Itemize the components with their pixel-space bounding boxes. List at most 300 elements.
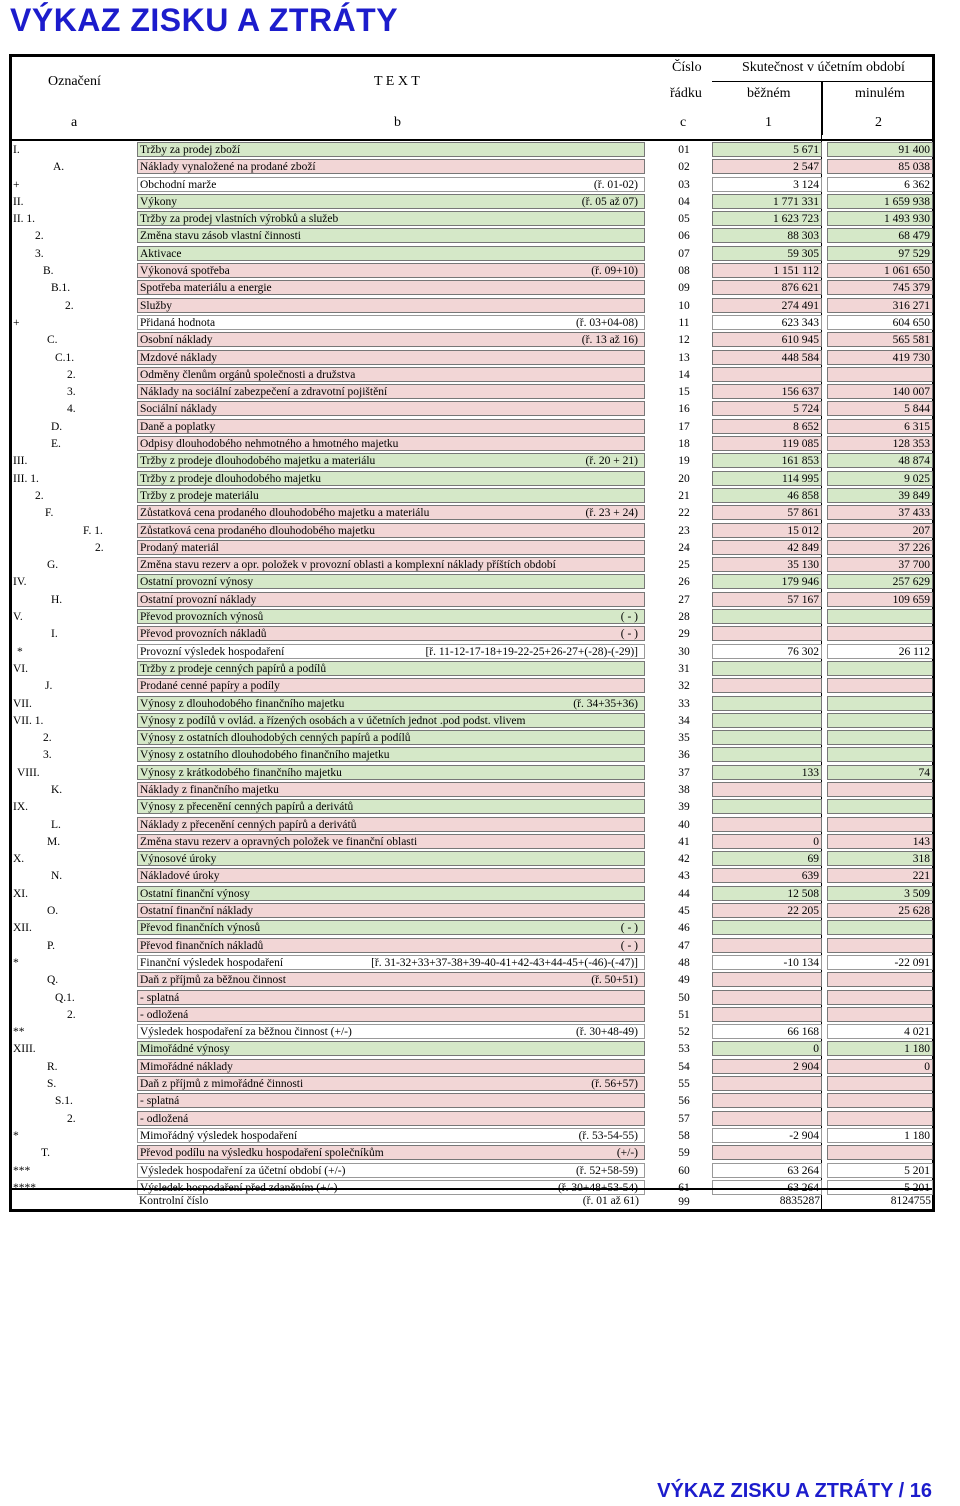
- row-text: Přidaná hodnota: [140, 316, 216, 329]
- row-text-cell: [137, 350, 645, 365]
- row-previous: [827, 1007, 933, 1022]
- table-row: [12, 1128, 932, 1145]
- row-label: A.: [53, 161, 65, 174]
- row-previous: 26 112: [827, 644, 933, 659]
- row-number: 48: [678, 956, 690, 969]
- row-text-cell: [137, 142, 645, 157]
- row-label: H.: [51, 593, 63, 606]
- table-body: [12, 142, 932, 1197]
- row-current: [712, 696, 822, 711]
- row-text-cell: [137, 1093, 645, 1108]
- row-label: 4.: [67, 403, 76, 416]
- row-formula: [ř. 31-32+33+37-38+39-40-41+42-43+44-45+(-46)-(-47)]: [371, 956, 638, 969]
- row-label: 2.: [35, 230, 44, 243]
- row-label: 2.: [67, 1112, 76, 1125]
- table-row: [12, 142, 932, 159]
- row-number: 30: [678, 645, 690, 658]
- row-text-cell: [137, 246, 645, 261]
- table-row: [12, 1111, 932, 1128]
- footer-divider: [12, 1188, 932, 1190]
- row-label: 3.: [43, 749, 52, 762]
- row-label: L.: [51, 818, 61, 831]
- row-previous: 3 509: [827, 886, 933, 901]
- row-current: 8 652: [712, 419, 822, 434]
- row-text: Nákladové úroky: [140, 870, 220, 883]
- row-text: Odpisy dlouhodobého nehmotného a hmotného majetku: [140, 438, 399, 451]
- row-text: Daň z příjmů za běžnou činnost: [140, 974, 286, 987]
- row-number: 05: [678, 213, 690, 226]
- row-label: XIII.: [13, 1043, 36, 1056]
- row-current: [712, 609, 822, 624]
- row-text-cell: [137, 1007, 645, 1022]
- row-text-cell: [137, 228, 645, 243]
- row-text-cell: [137, 471, 645, 486]
- table-row: [12, 609, 932, 626]
- row-text: Náklady z přecenění cenných papírů a derivátů: [140, 818, 357, 831]
- row-previous: 4 021: [827, 1024, 933, 1039]
- row-previous: 74: [827, 765, 933, 780]
- row-current: 22 205: [712, 903, 822, 918]
- row-text: - splatná: [140, 991, 180, 1004]
- table-row: [12, 713, 932, 730]
- row-text: Prodaný materiál: [140, 541, 219, 554]
- row-current: 35 130: [712, 557, 822, 572]
- row-previous: [827, 678, 933, 693]
- row-number: 56: [678, 1095, 690, 1108]
- row-previous: [827, 367, 933, 382]
- table-row: [12, 1076, 932, 1093]
- row-text-cell: [137, 159, 645, 174]
- row-current: 5 724: [712, 401, 822, 416]
- row-label: K.: [51, 783, 63, 796]
- row-text-cell: [137, 574, 645, 589]
- table-row: [12, 920, 932, 937]
- table-row: [12, 523, 932, 540]
- row-label: I.: [13, 144, 20, 156]
- row-label: VIII.: [17, 766, 40, 779]
- row-previous: [827, 1093, 933, 1108]
- row-previous: 1 180: [827, 1041, 933, 1056]
- row-current: 66 168: [712, 1024, 822, 1039]
- row-formula: (ř. 30+48-49): [575, 1026, 638, 1039]
- row-number: 11: [678, 316, 690, 329]
- row-previous: 9 025: [827, 471, 933, 486]
- row-text-cell: [137, 332, 645, 347]
- row-previous: 39 849: [827, 488, 933, 503]
- table-row: [12, 661, 932, 678]
- row-text-cell: [137, 419, 645, 434]
- row-current: 15 012: [712, 523, 822, 538]
- row-number: 49: [678, 974, 690, 987]
- row-text: Výnosy z ostatních dlouhodobých cenných papírů a podílů: [140, 732, 411, 745]
- row-formula: ( - ): [620, 611, 638, 624]
- row-text: Tržby z prodeje cenných papírů a podílů: [140, 662, 327, 675]
- table-row: [12, 1059, 932, 1076]
- row-text: Náklady vynaložené na prodané zboží: [140, 161, 316, 174]
- row-label: 2.: [95, 541, 104, 554]
- row-previous: [827, 1111, 933, 1126]
- row-text: Tržby z prodeje dlouhodobého majetku: [140, 472, 321, 485]
- row-text-cell: [137, 903, 645, 918]
- row-text-cell: [137, 920, 645, 935]
- row-label: E.: [51, 438, 61, 451]
- table-row: [12, 298, 932, 315]
- row-text: Zůstatková cena prodaného dlouhodobého majetku: [140, 524, 376, 537]
- row-text-cell: [137, 1128, 645, 1143]
- row-previous: [827, 609, 933, 624]
- row-text: Převod finančních nákladů: [140, 939, 264, 952]
- row-current: 179 946: [712, 574, 822, 589]
- row-number: 31: [678, 662, 690, 675]
- row-number: 06: [678, 230, 690, 243]
- row-text-cell: [137, 488, 645, 503]
- row-current: [712, 747, 822, 762]
- header-col-2: 2: [875, 115, 882, 130]
- table-row: [12, 315, 932, 332]
- row-number: 40: [678, 818, 690, 831]
- row-text: Výsledek hospodaření za účetní období (+/-): [140, 1164, 346, 1177]
- row-label: Q.: [47, 974, 59, 987]
- table-row: [12, 332, 932, 349]
- row-number: 03: [678, 178, 690, 191]
- table-row: [12, 990, 932, 1007]
- row-text-cell: [137, 799, 645, 814]
- row-label: XI.: [13, 887, 29, 900]
- table-row: [12, 799, 932, 816]
- row-current: 1 623 723: [712, 211, 822, 226]
- row-text: Mzdové náklady: [140, 351, 217, 364]
- table-row: [12, 644, 932, 661]
- row-current: 2 547: [712, 159, 822, 174]
- row-current: 119 085: [712, 436, 822, 451]
- header-text: T E X T: [374, 74, 420, 89]
- row-number: 37: [678, 766, 690, 779]
- row-text: Aktivace: [140, 247, 182, 260]
- row-number: 20: [678, 472, 690, 485]
- row-text: Výkonová spotřeba: [140, 265, 230, 278]
- table-row: [12, 955, 932, 972]
- row-text-cell: [137, 177, 645, 192]
- row-text: Provozní výsledek hospodaření: [140, 645, 285, 658]
- row-number: 01: [678, 144, 690, 156]
- row-previous: 745 379: [827, 280, 933, 295]
- row-number: 51: [678, 1008, 690, 1021]
- row-text-cell: [137, 851, 645, 866]
- table-row: [12, 972, 932, 989]
- row-previous: 6 315: [827, 419, 933, 434]
- row-previous: 48 874: [827, 453, 933, 468]
- row-number: 32: [678, 680, 690, 693]
- row-text-cell: [137, 263, 645, 278]
- table-row: [12, 747, 932, 764]
- row-text: Daň z příjmů z mimořádné činnosti: [140, 1078, 304, 1091]
- row-text: Zůstatková cena prodaného dlouhodobého majetku a materiálu: [140, 507, 430, 520]
- row-label: F.: [45, 507, 54, 520]
- row-label: B.1.: [51, 282, 71, 295]
- header-divider: [12, 139, 932, 141]
- header-col-b: b: [394, 115, 401, 130]
- row-previous: 37 700: [827, 557, 933, 572]
- row-current: 63 264: [712, 1163, 822, 1178]
- row-number: 02: [678, 161, 690, 174]
- row-number: 36: [678, 749, 690, 762]
- row-text-cell: [137, 436, 645, 451]
- row-formula: (ř. 23 + 24): [585, 507, 638, 520]
- row-current: 133: [712, 765, 822, 780]
- row-text-cell: [137, 990, 645, 1005]
- row-text-cell: [137, 194, 645, 209]
- table-row: [12, 851, 932, 868]
- row-text: Finanční výsledek hospodaření: [140, 956, 284, 969]
- row-current: -2 904: [712, 1128, 822, 1143]
- row-previous: 6 362: [827, 177, 933, 192]
- row-number: 42: [678, 853, 690, 866]
- row-current: 57 167: [712, 592, 822, 607]
- row-current: [712, 678, 822, 693]
- table-row: [12, 730, 932, 747]
- row-number: 44: [678, 887, 690, 900]
- table-row: [12, 557, 932, 574]
- row-formula: ( - ): [620, 939, 638, 952]
- row-current: -10 134: [712, 955, 822, 970]
- row-number: 46: [678, 922, 690, 935]
- row-current: 114 995: [712, 471, 822, 486]
- kontrolni-current: 8835287: [779, 1195, 820, 1207]
- row-text-cell: [137, 730, 645, 745]
- table-row: [12, 1163, 932, 1180]
- table-row: [12, 1041, 932, 1058]
- table-row: [12, 401, 932, 418]
- kontrolni-number: 99: [678, 1196, 690, 1208]
- row-formula: (ř. 20 + 21): [585, 455, 638, 468]
- row-text: Osobní náklady: [140, 334, 213, 347]
- row-previous: 85 038: [827, 159, 933, 174]
- row-text: Mimořádné výnosy: [140, 1043, 230, 1056]
- row-text-cell: [137, 298, 645, 313]
- row-number: 24: [678, 541, 690, 554]
- header-cislo: Číslo: [672, 60, 702, 75]
- row-text: Převod provozních výnosů: [140, 611, 264, 624]
- row-current: [712, 938, 822, 953]
- row-label: II.: [13, 195, 24, 208]
- row-text-cell: [137, 609, 645, 624]
- kontrolni-label: [137, 1194, 645, 1209]
- row-text: Ostatní finanční náklady: [140, 905, 254, 918]
- row-previous: 419 730: [827, 350, 933, 365]
- row-previous: 316 271: [827, 298, 933, 313]
- row-label: 2.: [43, 732, 52, 745]
- row-previous: 207: [827, 523, 933, 538]
- table-row: [12, 436, 932, 453]
- row-formula: ( - ): [620, 628, 638, 641]
- kontrolni-previous: 8124755: [890, 1195, 931, 1207]
- row-number: 34: [678, 714, 690, 727]
- row-current: [712, 661, 822, 676]
- table-row: [12, 540, 932, 557]
- row-current: 12 508: [712, 886, 822, 901]
- row-label: *: [13, 1129, 19, 1142]
- row-text-cell: [137, 315, 645, 330]
- row-previous: 109 659: [827, 592, 933, 607]
- row-number: 57: [678, 1112, 690, 1125]
- row-previous: 0: [827, 1059, 933, 1074]
- row-previous: [827, 1076, 933, 1091]
- row-number: 41: [678, 835, 690, 848]
- row-label: **: [13, 1026, 25, 1039]
- row-current: [712, 799, 822, 814]
- row-text: Převod finančních výnosů: [140, 922, 261, 935]
- row-label: T.: [41, 1147, 51, 1160]
- row-text-cell: [137, 540, 645, 555]
- row-current: [712, 1076, 822, 1091]
- table-row: [12, 696, 932, 713]
- row-number: 50: [678, 991, 690, 1004]
- row-text: Daně a poplatky: [140, 420, 216, 433]
- row-number: 27: [678, 593, 690, 606]
- row-text: Mimořádný výsledek hospodaření: [140, 1129, 298, 1142]
- row-number: 43: [678, 870, 690, 883]
- row-previous: [827, 747, 933, 762]
- row-text-cell: [137, 1041, 645, 1056]
- row-number: 25: [678, 559, 690, 572]
- row-label: +: [13, 178, 20, 191]
- row-number: 04: [678, 195, 690, 208]
- table-header: [12, 57, 932, 139]
- row-current: [712, 367, 822, 382]
- row-number: 28: [678, 611, 690, 624]
- table-row: [12, 817, 932, 834]
- table-row: [12, 868, 932, 885]
- row-text-cell: [137, 955, 645, 970]
- table-row: [12, 678, 932, 695]
- row-previous: 257 629: [827, 574, 933, 589]
- row-label: B.: [43, 265, 54, 278]
- row-current: 42 849: [712, 540, 822, 555]
- row-formula: (ř. 13 až 16): [581, 334, 638, 347]
- row-current: 57 861: [712, 505, 822, 520]
- row-formula: (ř. 01-02): [593, 178, 638, 191]
- kontrolni-row: [12, 1194, 932, 1211]
- row-label: +: [13, 316, 20, 329]
- row-text-cell: [137, 696, 645, 711]
- table-row: [12, 263, 932, 280]
- table-row: [12, 886, 932, 903]
- row-current: 3 124: [712, 177, 822, 192]
- row-current: [712, 920, 822, 935]
- row-label: O.: [47, 905, 59, 918]
- row-formula: (ř. 09+10): [591, 265, 638, 278]
- row-text-cell: [137, 661, 645, 676]
- row-current: 156 637: [712, 384, 822, 399]
- row-text: Obchodní marže: [140, 178, 217, 191]
- row-number: 45: [678, 905, 690, 918]
- row-label: VI.: [13, 662, 29, 675]
- row-label: II. 1.: [13, 213, 36, 226]
- row-text: Převod provozních nákladů: [140, 628, 267, 641]
- row-previous: [827, 713, 933, 728]
- row-current: 161 853: [712, 453, 822, 468]
- row-text: Tržby z prodeje materiálu: [140, 489, 259, 502]
- table-row: [12, 384, 932, 401]
- row-text-cell: [137, 1163, 645, 1178]
- table-row: [12, 159, 932, 176]
- row-previous: [827, 920, 933, 935]
- row-previous: -22 091: [827, 955, 933, 970]
- row-formula: (ř. 34+35+36): [573, 697, 638, 710]
- row-text-cell: [137, 747, 645, 762]
- row-current: [712, 972, 822, 987]
- row-current: 0: [712, 1041, 822, 1056]
- row-number: 29: [678, 628, 690, 641]
- row-number: 16: [678, 403, 690, 416]
- row-number: 38: [678, 783, 690, 796]
- row-number: 19: [678, 455, 690, 468]
- row-previous: [827, 626, 933, 641]
- header-skutecnost: Skutečnost v účetním období: [742, 60, 905, 75]
- row-text: Výsledek hospodaření za běžnou činnost (+/-): [140, 1026, 352, 1039]
- row-previous: [827, 1145, 933, 1160]
- row-text-cell: [137, 280, 645, 295]
- row-label: D.: [51, 420, 63, 433]
- row-text-cell: [137, 626, 645, 641]
- row-number: 09: [678, 282, 690, 295]
- row-label: M.: [47, 835, 61, 848]
- row-number: 17: [678, 420, 690, 433]
- row-label: VII.: [13, 697, 32, 710]
- row-current: [712, 782, 822, 797]
- kontrolni-text: Kontrolní číslo: [139, 1195, 209, 1207]
- row-label: V.: [13, 611, 23, 624]
- row-label: I.: [51, 628, 58, 641]
- row-label: X.: [13, 853, 25, 866]
- row-current: [712, 1093, 822, 1108]
- row-label: S.1.: [55, 1095, 73, 1108]
- row-text-cell: [137, 972, 645, 987]
- row-formula: (ř. 03+04-08): [575, 316, 638, 329]
- row-text: Převod podílu na výsledku hospodaření společníkům: [140, 1147, 384, 1160]
- row-text-cell: [137, 938, 645, 953]
- row-previous: 318: [827, 851, 933, 866]
- row-current: [712, 730, 822, 745]
- row-number: 39: [678, 801, 690, 814]
- row-previous: 1 061 650: [827, 263, 933, 278]
- row-number: 14: [678, 368, 690, 381]
- table-row: [12, 592, 932, 609]
- row-current: 2 904: [712, 1059, 822, 1074]
- table-row: [12, 367, 932, 384]
- row-text-cell: [137, 834, 645, 849]
- table-row: [12, 1093, 932, 1110]
- row-number: 13: [678, 351, 690, 364]
- row-current: 0: [712, 834, 822, 849]
- table-row: [12, 280, 932, 297]
- table-row: [12, 626, 932, 643]
- row-number: 23: [678, 524, 690, 537]
- row-text-cell: [137, 817, 645, 832]
- row-text-cell: [137, 1145, 645, 1160]
- table-row: [12, 765, 932, 782]
- row-number: 53: [678, 1043, 690, 1056]
- row-formula: (+/-): [616, 1147, 638, 1160]
- table-row: [12, 177, 932, 194]
- row-label: VII. 1.: [13, 714, 44, 727]
- row-previous: 221: [827, 868, 933, 883]
- row-label: 2.: [65, 299, 74, 312]
- row-text: Výnosy z ostatního dlouhodobého finančního majetku: [140, 749, 390, 762]
- table-row: [12, 246, 932, 263]
- row-number: 60: [678, 1164, 690, 1177]
- row-label: P.: [47, 939, 55, 952]
